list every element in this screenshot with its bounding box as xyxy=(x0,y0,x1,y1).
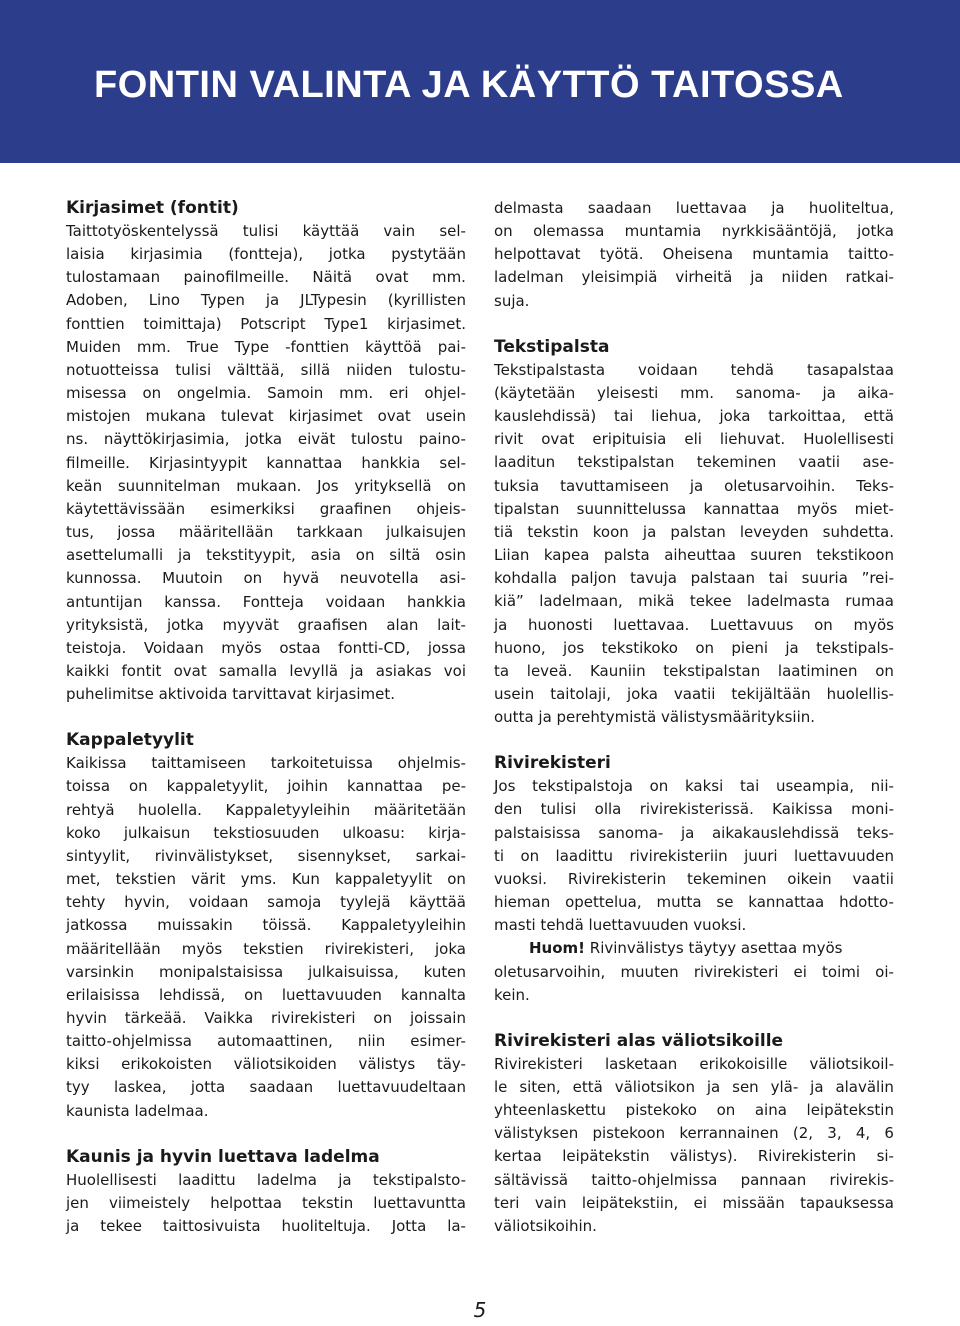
text-line: Huolellisesti laadittu ladelma ja tekstipalsto- xyxy=(66,1170,466,1189)
text-line: sältävissä taitto-ohjelmissa pannaan rivirekis- xyxy=(494,1170,894,1189)
text-line: sintyylit, rivinvälistykset, sisennykset, sarkai- xyxy=(66,846,466,865)
text-line: hyvin tärkeää. Vaikka rivirekisteri on joissain xyxy=(66,1009,466,1027)
text-line: kein. xyxy=(494,985,530,1004)
text-line: on olemassa muntamia nyrkkisääntöjä, jotka xyxy=(494,222,894,241)
text-line: tulostamaan painofilmeille. Näitä ovat mm. xyxy=(66,268,466,287)
note-line xyxy=(494,937,894,960)
text-line: käytettävissään esimerkiksi graafinen ohjeis- xyxy=(66,499,466,518)
text-line: tipalstan suunnittelussa kannattaa myös miet- xyxy=(494,499,894,518)
text-line: ta leveä. Kauniin tekstipalstan laatiminen on xyxy=(494,661,894,680)
text-line: rehtyä huolella. Kappaletyyleihin määritetään xyxy=(66,800,466,819)
text-line: helpottavat työtä. Oheisena muntamia taitto- xyxy=(494,245,894,264)
text-line: jen viimeistely helpottaa tekstin luettavuntta xyxy=(66,1193,466,1212)
section-heading-tekstipalsta: Tekstipalsta xyxy=(494,336,610,357)
text-line: yhteenlaskettu pistekoko on aina leipätekstin xyxy=(494,1101,894,1120)
text-line: Kaikissa taittamiseen tarkoitetuissa ohjelmis- xyxy=(66,754,466,773)
text-line: Liian kapea palsta aiheuttaa suuren tekstikoon xyxy=(494,546,894,565)
text-line: kaunista ladelmaa. xyxy=(66,1101,209,1120)
text-line: notuotteissa tulisi välttää, sillä niiden tulostu- xyxy=(66,360,466,379)
text-line: taitto-ohjelmissa automaattinen, niin esimer- xyxy=(66,1032,466,1051)
text-line: outta ja perehtymistä välistysmäärityksiin. xyxy=(494,708,816,727)
text-line: Rivirekisteri lasketaan erikokoisille väliotsikoil- xyxy=(494,1054,894,1073)
text-line: teri vain leipätekstiin, ei missään tapauksessa xyxy=(494,1193,894,1212)
text-line: met, tekstien värit yms. Kun kappaletyylit on xyxy=(66,870,466,889)
text-line: keän suunnitelman mukaan. Jos yrityksellä on xyxy=(66,476,466,495)
text-line: Jos tekstipalstoja on kaksi tai useampia, nii- xyxy=(494,777,894,796)
section-heading-rivirekisteri: Rivirekisteri xyxy=(494,753,611,774)
text-line: tiä tekstin koon ja palstan leveyden suhdetta. xyxy=(494,522,894,541)
text-line: palstaisissa sanoma- ja aikakauslehdissä teks- xyxy=(494,823,894,842)
text-line: asettelumalli ja tekstityypit, asia on siltä osin xyxy=(66,546,466,565)
text-line: laaditun tekstipalstan tekeminen vaatii ase- xyxy=(494,453,894,472)
text-line: Tekstipalstasta voidaan tehdä tasapalstaa xyxy=(494,360,894,379)
text-line: ladelman yleisimpiä virheitä ja niiden ratkai- xyxy=(494,268,894,287)
header-banner xyxy=(0,0,960,163)
section-gap xyxy=(66,1123,466,1146)
text-line: ti on laadittu rivirekisteriin juuri luettavuuden xyxy=(494,846,894,865)
text-line: den tulisi olla rivirekisterissä. Kaikissa moni- xyxy=(494,800,894,819)
text-line: koko julkaisun tekstiosuuden ulkoasu: kirja- xyxy=(66,823,466,842)
text-line: varsinkin monipalstaisissa julkaisuissa, kuten xyxy=(66,962,466,981)
text-line: kaikki fontit ovat samalla levyllä ja asiakas voi xyxy=(66,661,466,680)
text-line: kunnossa. Muutoin on hyvä neuvotella asi- xyxy=(66,569,466,588)
section-heading-kappaletyylit: Kappaletyylit xyxy=(66,730,194,751)
text-line: puhelimitse aktivoida tarvittavat kirjasimet. xyxy=(66,685,396,704)
text-line: kohdalla paljon tavuja palstaan tai suuria ”rei- xyxy=(494,569,894,588)
text-line: oletusarvoihin, muuten rivirekisteri ei toimi oi- xyxy=(494,962,894,981)
text-line: huono, jos tekstikoko on pieni ja tekstipals- xyxy=(494,638,894,657)
text-line: tus, jossa määritellään tarkkaan julkaisujen xyxy=(66,523,466,542)
text-line: Muiden mm. True Type -fonttien käyttöä pai- xyxy=(66,337,466,356)
note-text: Rivinvälistys täytyy asettaa myös xyxy=(585,939,843,958)
text-line: kertaa leipätekstin välistys). Rivirekisterin si- xyxy=(494,1147,894,1166)
text-line: filmeille. Kirjasintyypit kannattaa hankkia sel- xyxy=(66,453,466,472)
text-line: Adoben, Lino Typen ja JLTypesin (kyrillisten xyxy=(66,291,466,310)
text-line: määritellään myös tekstien rivirekisteri, joka xyxy=(66,939,466,958)
text-line: Taittotyöskentelyssä tulisi käyttää vain sel- xyxy=(66,222,466,240)
text-line: ja tekee taittosivuista huoliteltuja. Jotta la- xyxy=(66,1217,466,1236)
text-line: tyy laskea, jotta saadaan luettavuudeltaan xyxy=(66,1078,466,1097)
text-line: erilaisissa lehdissä, on luettavuuden kannalta xyxy=(66,985,466,1004)
text-line: yrityksistä, jotka myyvät graafisen alan lait- xyxy=(66,615,466,634)
right-column xyxy=(494,197,894,1238)
text-line: kiksi erikokoisten väliotsikoiden välistys täy- xyxy=(66,1055,466,1074)
section-heading-rivirekisteri-alas-valiotsikoille: Rivirekisteri alas väliotsikoille xyxy=(494,1030,784,1051)
page-number: 5 xyxy=(473,1298,487,1322)
text-line: ja huonosti luettavaa. Luettavuus on myös xyxy=(494,615,894,634)
left-column xyxy=(66,197,466,1238)
text-line: suja. xyxy=(494,291,530,310)
text-line: antuntijan kanssa. Fontteja voidaan hankkia xyxy=(66,592,466,611)
text-line: vuoksi. Rivirekisterin tekeminen oikein vaatii xyxy=(494,869,894,888)
text-line: masti tehdä luettavuuden vuoksi. xyxy=(494,916,747,935)
text-line: mistojen mukana tulevat kirjasimet ovat usein xyxy=(66,407,466,426)
text-line: usein taitolaji, joka vaatii tekijältään huolellis- xyxy=(494,684,894,703)
text-line: fonttien toimittaja) Potscript Type1 kirjasimet. xyxy=(66,314,466,333)
text-line: hieman opettelua, mutta se kannattaa hdotto- xyxy=(494,893,894,912)
text-line: teistoja. Voidaan myös ostaa fontti-CD, jossa xyxy=(66,638,466,657)
text-line: laisia kirjasimia (fontteja), jotka pystytään xyxy=(66,245,466,264)
section-gap xyxy=(494,1007,894,1030)
text-line: välistyksen pistekoon kerrannainen (2, 3, 4, 6 xyxy=(494,1124,894,1143)
text-line: delmasta saadaan luettavaa ja huoliteltua, xyxy=(494,199,894,217)
text-line: rivit ovat eripituisia eli liehuvat. Huolellisesti xyxy=(494,430,894,449)
text-line: toissa on kappaletyylit, joihin kannattaa pe- xyxy=(66,777,466,796)
text-line: väliotsikoihin. xyxy=(494,1216,597,1235)
text-line: ns. näyttökirjasimia, jotka eivät tulostu paino- xyxy=(66,430,466,449)
section-heading-kirjasimet-fontit: Kirjasimet (fontit) xyxy=(66,198,239,218)
text-line: kiä” ladelmaan, mikä tekee ladelmasta rumaa xyxy=(494,592,894,611)
text-line: le siten, että väliotsikon ja sen ylä- ja alavälin xyxy=(494,1078,894,1096)
page-title: FONTIN VALINTA JA KÄYTTÖ TAITOSSA xyxy=(94,64,844,106)
text-line: misessa on ongelmia. Samoin mm. eri ohjel- xyxy=(66,384,466,403)
section-gap xyxy=(66,706,466,729)
text-line: tuksia tavuttamiseen ja oletusarvoihin. Teks- xyxy=(494,476,894,495)
section-gap xyxy=(494,729,894,752)
section-heading-kaunis-ja-hyvin-luettava-ladelma: Kaunis ja hyvin luettava ladelma xyxy=(66,1146,380,1167)
text-line: (käytetään yleisesti mm. sanoma- ja aika- xyxy=(494,383,894,402)
text-line: tehty hyvin, voidaan samoja tyylejä käyttää xyxy=(66,893,466,912)
section-gap xyxy=(494,313,894,336)
text-line: kauslehdissä) tai liehua, joka tarkoittaa, että xyxy=(494,407,894,426)
text-line: jatkossa muissakin töissä. Kappaletyyleihin xyxy=(66,916,466,935)
note-label: Huom! xyxy=(529,939,586,958)
